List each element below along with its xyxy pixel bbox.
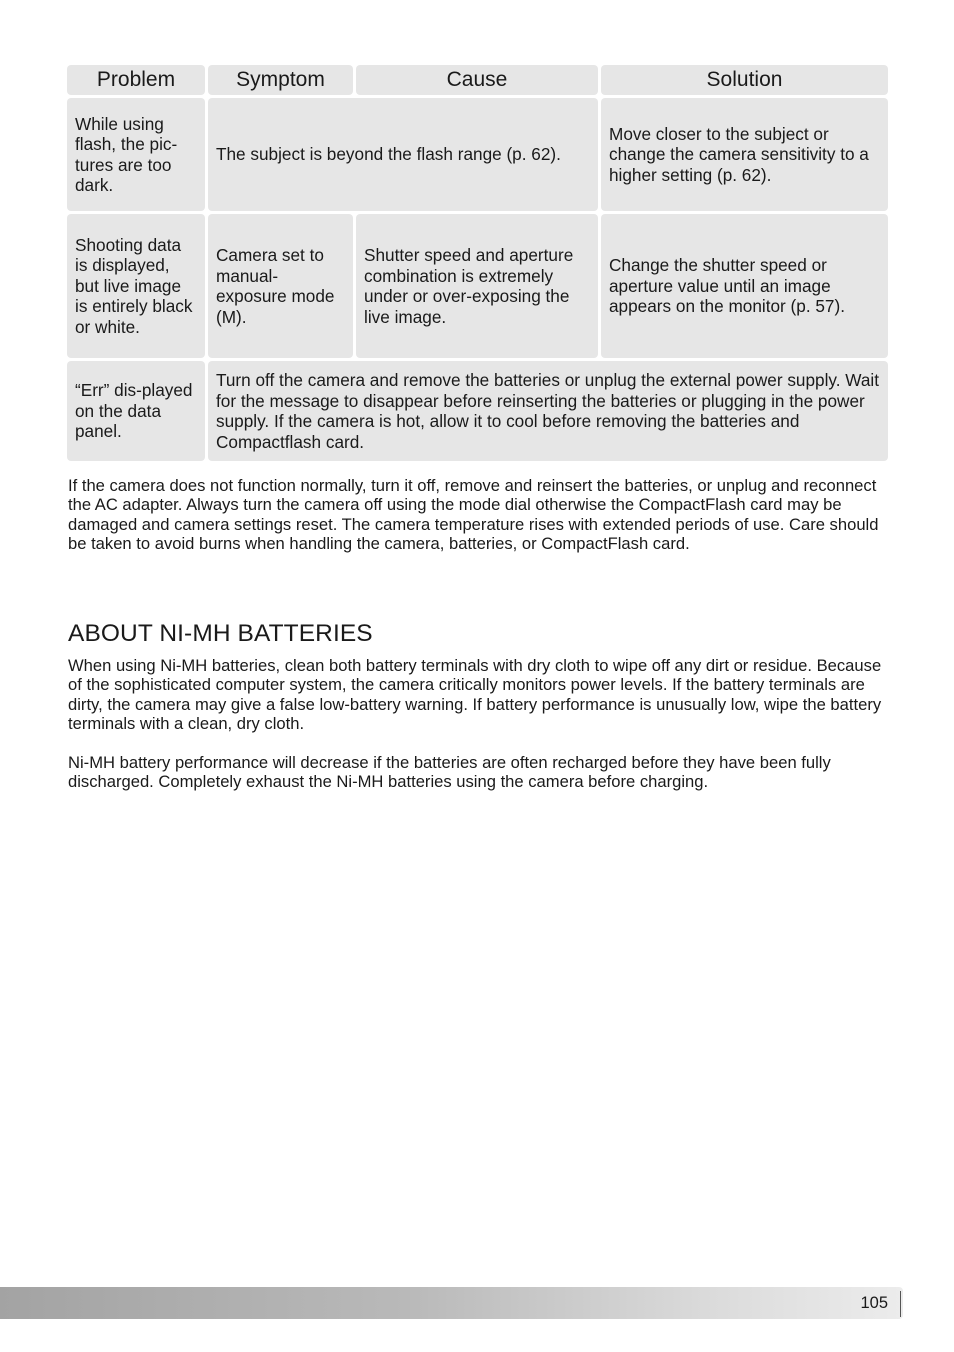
header-symptom: [208, 65, 353, 95]
row1-solution: [601, 98, 888, 211]
row2-symptom: [208, 214, 353, 358]
header-cause: [356, 65, 598, 95]
header-problem: [67, 65, 205, 95]
section-heading: ABOUT NI-MH BATTERIES: [68, 620, 373, 647]
row1-cause: [208, 98, 598, 211]
row1-problem-text: While using flash, the pic-tures are too dark.: [75, 113, 178, 195]
page-number: 105: [860, 1294, 888, 1312]
row2-solution-text: Change the shutter speed or aperture value until an image appears on the monitor (p. 57).: [609, 255, 845, 317]
row3-solution-text: Turn off the camera and remove the batteries or unplug the external power supply. Wait for the message to disappear before reinserting the batteries or plugging in the power supply. If the camera is hot, allow it to cool before removing the batteries and Compactflash card.: [216, 370, 880, 452]
footer-bar: [0, 1287, 903, 1319]
row2-problem: [67, 214, 205, 358]
battery-paragraph-1: When using Ni-MH batteries, clean both battery terminals with dry cloth to wipe off any dirt or residue. Because of the sophisticated computer system, the camera critically monitors power levels. If the battery terminals are dirty, the camera may give a false low-battery warning. If battery performance is unusually low, wipe the battery terminals with a clean, dry cloth.: [68, 656, 882, 734]
row3-solution: [208, 361, 888, 461]
note-paragraph: If the camera does not function normally, turn it off, remove and reinsert the batteries, or unplug and reconnect the AC adapter. Always turn the camera off using the mode dial otherwise the CompactFlash card may be damaged and camera settings reset. The camera temperature rises with extended periods of use. Care should be taken to avoid burns when handling the camera, batteries, or CompactFlash card.: [68, 476, 879, 554]
row3-problem-text: “Err” dis-played on the data panel.: [75, 380, 193, 442]
row2-cause-text: Shutter speed and aperture combination is extremely under or over-exposing the live image.: [364, 245, 574, 327]
battery-paragraph-2: Ni-MH battery performance will decrease if the batteries are often recharged before they have been fully discharged. Completely exhaust the Ni-MH batteries using the camera before charging.: [68, 753, 831, 792]
header-solution: [601, 65, 888, 95]
row1-solution-text: Move closer to the subject or change the camera sensitivity to a higher setting (p. 62).: [609, 123, 869, 185]
header-solution-label: Solution: [706, 67, 783, 91]
page-divider: [900, 1291, 901, 1317]
row1-cause-text: The subject is beyond the flash range (p. 62).: [216, 144, 561, 165]
row2-symptom-text: Camera set to manual-exposure mode (M).: [216, 245, 335, 327]
row2-solution: [601, 214, 888, 358]
row3-problem: [67, 361, 205, 461]
row1-problem: [67, 98, 205, 211]
row2-problem-text: Shooting data is displayed, but live image is entirely black or white.: [75, 234, 193, 337]
header-cause-label: Cause: [446, 67, 508, 91]
row2-cause: [356, 214, 598, 358]
header-symptom-label: Symptom: [236, 67, 325, 91]
header-problem-label: Problem: [96, 67, 176, 91]
